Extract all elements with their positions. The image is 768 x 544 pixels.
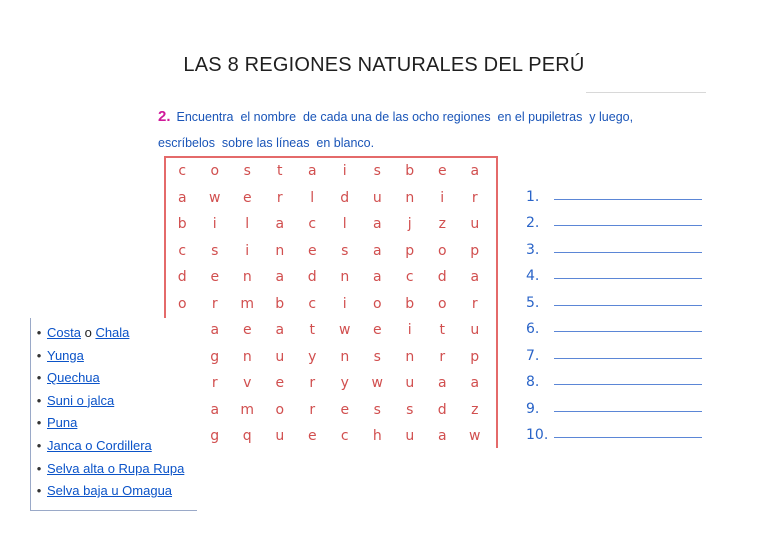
grid-cell: i: [342, 163, 347, 180]
answer-blank: [554, 384, 702, 385]
grid-cell: w: [371, 375, 383, 392]
region-link[interactable]: Yunga: [47, 347, 84, 363]
grid-cell: s: [341, 242, 349, 259]
list-item: [31, 390, 197, 413]
grid-row: [166, 238, 496, 265]
grid-cell: y: [340, 375, 349, 392]
answer-blank: [554, 278, 702, 279]
exercise-image: [156, 94, 706, 450]
bullet-icon: •: [36, 415, 42, 431]
grid-cell: w: [209, 189, 221, 206]
grid-cell: c: [308, 295, 317, 312]
answer-number: 9.: [526, 400, 540, 417]
answer-line: [526, 364, 706, 391]
region-link[interactable]: Suni o jalca: [47, 392, 115, 408]
grid-cell: o: [372, 295, 382, 312]
list-item: [31, 435, 197, 458]
region-link[interactable]: Selva baja u Omagua: [47, 483, 173, 499]
answer-line: [526, 231, 706, 258]
bullet-icon: •: [36, 392, 42, 408]
grid-cell: a: [307, 163, 317, 180]
grid-row: [166, 397, 496, 424]
grid-cell: s: [243, 163, 251, 180]
bullet-icon: •: [36, 483, 42, 499]
grid-cell: a: [470, 269, 480, 286]
grid-cell: u: [470, 322, 480, 339]
word-search-grid: [164, 156, 498, 448]
grid-cell: r: [276, 189, 283, 206]
grid-cell: s: [406, 401, 414, 418]
grid-cell: a: [275, 269, 285, 286]
grid-cell: m: [240, 295, 255, 312]
grid-cell: b: [177, 216, 187, 233]
grid-cell: c: [178, 242, 187, 259]
grid-cell: e: [242, 322, 252, 339]
divider: [586, 92, 706, 93]
grid-cell: a: [210, 401, 220, 418]
grid-cell: s: [373, 348, 381, 365]
answer-line: [526, 205, 706, 232]
grid-row: [166, 370, 496, 397]
answer-blank: [554, 437, 702, 438]
grid-cell: i: [440, 189, 445, 206]
answer-number: 4.: [526, 268, 540, 284]
grid-cell: b: [275, 295, 285, 312]
region-link[interactable]: Selva alta o Rupa Rupa: [47, 460, 185, 476]
grid-cell: w: [339, 322, 351, 339]
grid-cell: p: [470, 242, 480, 259]
grid-cell: e: [275, 375, 285, 392]
grid-cell: z: [471, 401, 479, 418]
grid-cell: u: [405, 428, 415, 445]
region-link[interactable]: Puna: [47, 415, 78, 431]
bullet-icon: •: [36, 325, 42, 340]
grid-cell: e: [307, 242, 317, 259]
answer-blank: [554, 358, 702, 359]
answer-number: 2.: [526, 215, 540, 231]
list-item: [31, 412, 197, 435]
bullet-icon: •: [36, 460, 42, 476]
grid-cell: u: [405, 375, 415, 392]
grid-cell: n: [340, 269, 350, 286]
grid-cell: i: [342, 295, 347, 312]
grid-cell: v: [243, 375, 252, 392]
grid-cell: t: [277, 163, 283, 180]
answer-blank: [554, 331, 702, 332]
answer-lines: [526, 178, 706, 443]
grid-cell: n: [242, 269, 252, 286]
grid-cell: i: [407, 322, 412, 339]
answer-number: 7.: [526, 347, 540, 364]
grid-cell: g: [210, 348, 220, 365]
grid-cell: t: [309, 322, 315, 339]
region-link[interactable]: Janca o Cordillera: [47, 437, 152, 453]
grid-cell: u: [470, 216, 480, 233]
grid-cell: q: [242, 428, 252, 445]
grid-cell: d: [437, 269, 447, 286]
grid-cell: a: [437, 428, 447, 445]
grid-cell: n: [275, 242, 285, 259]
grid-cell: a: [372, 269, 382, 286]
bullet-icon: •: [36, 437, 42, 453]
grid-cell: a: [275, 322, 285, 339]
grid-cell: e: [372, 322, 382, 339]
answer-number: 10.: [526, 427, 549, 443]
grid-cell: s: [373, 163, 381, 180]
bullet-icon: •: [36, 370, 42, 386]
grid-cell: s: [211, 242, 219, 259]
region-link[interactable]: Costa: [47, 325, 81, 340]
grid-cell: o: [275, 401, 285, 418]
list-item: [31, 458, 197, 481]
grid-cell: h: [372, 428, 382, 445]
answer-line: [526, 337, 706, 364]
grid-cell: a: [372, 242, 382, 259]
grid-cell: d: [437, 401, 447, 418]
region-alt-link[interactable]: Chala: [95, 325, 130, 340]
grid-cell: y: [308, 348, 317, 365]
region-link[interactable]: Quechua: [47, 370, 100, 386]
grid-cell: a: [372, 216, 382, 233]
grid-cell: u: [275, 428, 285, 445]
grid-cell: l: [342, 216, 347, 233]
grid-cell: l: [310, 189, 315, 206]
grid-cell: a: [470, 163, 480, 180]
grid-cell: t: [439, 322, 445, 339]
grid-cell: e: [307, 428, 317, 445]
grid-cell: m: [240, 401, 255, 418]
grid-cell: c: [405, 269, 414, 286]
grid-row: [166, 423, 496, 448]
instruction-line-2: escríbelos sobre las líneas en blanco.: [158, 136, 375, 150]
list-item: [31, 480, 197, 503]
grid-cell: e: [340, 401, 350, 418]
answer-line: [526, 258, 706, 285]
page-title: LAS 8 REGIONES NATURALES DEL PERÚ: [183, 54, 585, 76]
grid-cell: b: [405, 163, 415, 180]
list-item: [31, 367, 197, 390]
exercise-number: 2.: [158, 108, 171, 125]
answer-number: 8.: [526, 374, 540, 390]
list-item: [31, 322, 197, 345]
grid-cell: p: [405, 242, 415, 259]
answer-number: 5.: [526, 294, 540, 311]
answer-blank: [554, 252, 702, 253]
grid-cell: a: [275, 216, 285, 233]
grid-cell: u: [372, 189, 382, 206]
grid-cell: w: [469, 428, 481, 445]
grid-row: [166, 291, 496, 318]
answer-line: [526, 284, 706, 311]
grid-cell: c: [178, 163, 187, 180]
answer-number: 1.: [526, 188, 540, 205]
answer-number: 6.: [526, 321, 540, 337]
grid-cell: s: [373, 401, 381, 418]
grid-cell: r: [471, 189, 478, 206]
grid-row: [166, 185, 496, 212]
grid-cell: a: [177, 189, 187, 206]
grid-cell: d: [307, 269, 317, 286]
answer-line: [526, 178, 706, 205]
grid-cell: n: [405, 189, 415, 206]
grid-cell: c: [308, 216, 317, 233]
grid-cell: z: [438, 216, 446, 233]
grid-cell: e: [242, 189, 252, 206]
grid-row: [166, 264, 496, 291]
grid-cell: n: [340, 348, 350, 365]
grid-cell: o: [437, 242, 447, 259]
grid-cell: r: [439, 348, 446, 365]
grid-cell: o: [210, 163, 220, 180]
grid-cell: n: [242, 348, 252, 365]
list-item: [31, 345, 197, 368]
grid-cell: a: [470, 375, 480, 392]
grid-cell: r: [309, 401, 316, 418]
grid-cell: r: [211, 295, 218, 312]
bullet-icon: •: [36, 347, 42, 363]
grid-cell: e: [210, 269, 220, 286]
answer-line: [526, 390, 706, 417]
answer-blank: [554, 411, 702, 412]
grid-cell: p: [470, 348, 480, 365]
grid-cell: a: [437, 375, 447, 392]
conjunction-text: o: [80, 325, 96, 340]
grid-row: [166, 211, 496, 238]
grid-cell: r: [211, 375, 218, 392]
grid-cell: l: [245, 216, 250, 233]
instruction-text: [158, 104, 698, 156]
grid-cell: i: [212, 216, 217, 233]
grid-cell: u: [275, 348, 285, 365]
grid-row: [166, 344, 496, 371]
grid-cell: d: [340, 189, 350, 206]
grid-cell: e: [437, 163, 447, 180]
region-list: [30, 318, 197, 511]
grid-cell: a: [210, 322, 220, 339]
answer-number: 3.: [526, 241, 540, 258]
grid-cell: n: [405, 348, 415, 365]
answer-line: [526, 417, 706, 444]
grid-cell: i: [245, 242, 250, 259]
answer-blank: [554, 225, 702, 226]
grid-cell: d: [177, 269, 187, 286]
grid-cell: b: [405, 295, 415, 312]
grid-cell: r: [309, 375, 316, 392]
instruction-line-1: Encuentra el nombre de cada una de las ocho regiones en el pupiletras y luego,: [176, 110, 634, 124]
grid-cell: c: [340, 428, 349, 445]
grid-row: [166, 158, 496, 185]
grid-cell: j: [407, 216, 412, 233]
answer-line: [526, 311, 706, 338]
answer-blank: [554, 305, 702, 306]
answer-blank: [554, 199, 702, 200]
grid-cell: r: [471, 295, 478, 312]
grid-cell: o: [437, 295, 447, 312]
grid-cell: o: [177, 295, 187, 312]
grid-cell: g: [210, 428, 220, 445]
grid-row: [166, 317, 496, 344]
